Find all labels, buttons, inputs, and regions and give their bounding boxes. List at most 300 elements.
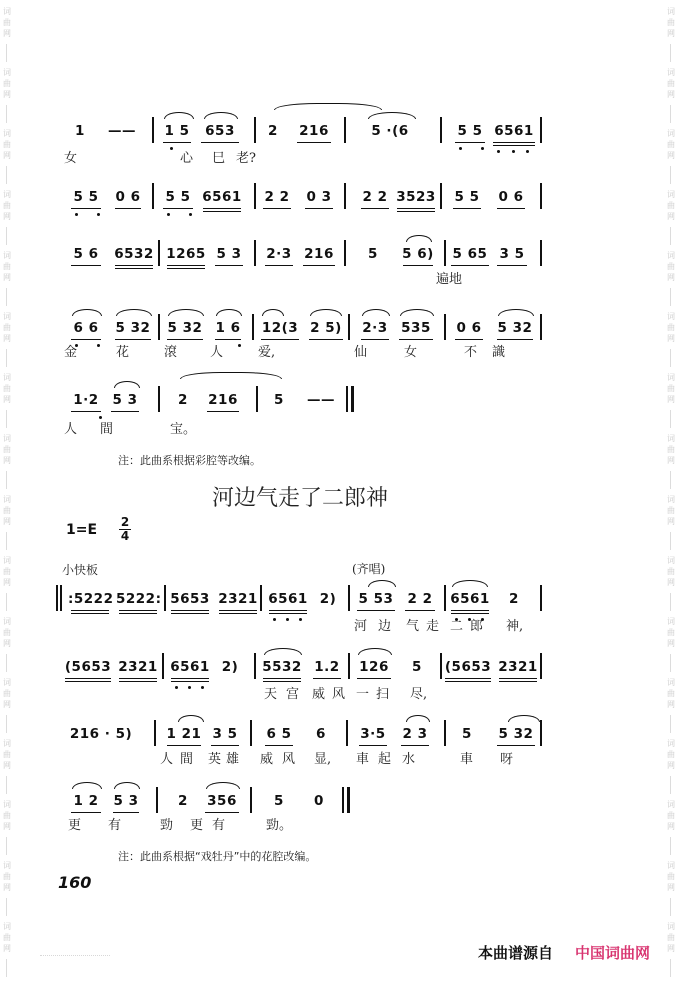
notation-group bbox=[218, 653, 242, 677]
notation-group bbox=[354, 653, 394, 677]
watermark-char: 曲 bbox=[3, 445, 11, 454]
lyric-word: 爱, bbox=[258, 345, 276, 360]
beam-underline bbox=[171, 681, 209, 682]
bar-line bbox=[440, 653, 442, 679]
beam-underline bbox=[115, 265, 153, 266]
beam-underline bbox=[115, 208, 141, 209]
time-numerator: 2 bbox=[120, 515, 130, 529]
watermark-group bbox=[664, 494, 678, 527]
jianpu-notes: 1 2 bbox=[73, 793, 99, 809]
beam-underline bbox=[265, 745, 293, 746]
watermark-char: 词 bbox=[3, 434, 11, 443]
beam-underline bbox=[445, 678, 491, 679]
beam-underline bbox=[119, 681, 157, 682]
watermark-divider bbox=[670, 593, 671, 611]
bar-line bbox=[348, 653, 350, 679]
jianpu-notes: 5 5 bbox=[457, 123, 483, 139]
watermark-char: 网 bbox=[3, 761, 11, 770]
beam-underline bbox=[397, 211, 435, 212]
watermark-char: 网 bbox=[667, 273, 675, 282]
jianpu-notes: 2321 bbox=[118, 659, 158, 675]
watermark-char: 词 bbox=[667, 617, 675, 626]
lyric-word: 勁。 bbox=[266, 818, 293, 833]
notation-group bbox=[258, 314, 302, 338]
watermark-divider bbox=[670, 776, 671, 794]
jianpu-notes: 2 bbox=[509, 591, 519, 607]
notation-group bbox=[298, 386, 344, 410]
watermark-divider bbox=[6, 715, 7, 733]
watermark-char: 曲 bbox=[3, 323, 11, 332]
notation-group bbox=[494, 720, 538, 744]
jianpu-notes: 0 3 bbox=[306, 189, 332, 205]
watermark-char: 网 bbox=[667, 517, 675, 526]
watermark-char: 网 bbox=[667, 822, 675, 831]
time-signature bbox=[118, 516, 132, 543]
jianpu-notes: 216 bbox=[299, 123, 329, 139]
notation-group bbox=[356, 720, 390, 744]
watermark-char: 曲 bbox=[3, 628, 11, 637]
notation-group bbox=[68, 314, 104, 338]
watermark-divider bbox=[670, 654, 671, 672]
bar-line bbox=[158, 314, 160, 340]
jianpu-notes: 2321 bbox=[498, 659, 538, 675]
bar-line bbox=[344, 117, 346, 143]
watermark-char: 网 bbox=[667, 700, 675, 709]
notation-group bbox=[316, 585, 340, 609]
lyric-word: 有 bbox=[108, 818, 122, 833]
lyric-word: 边 bbox=[378, 619, 392, 634]
watermark-divider bbox=[6, 776, 7, 794]
notation-group bbox=[62, 653, 114, 677]
bar-line bbox=[60, 585, 62, 611]
watermark-char: 词 bbox=[667, 251, 675, 260]
lyric-word: 金 bbox=[64, 345, 78, 360]
notation-group bbox=[68, 585, 112, 609]
notation-group bbox=[200, 183, 244, 207]
watermark-divider bbox=[6, 898, 7, 916]
jianpu-notes: 5 53 bbox=[358, 591, 394, 607]
beam-underline bbox=[71, 265, 101, 266]
lyric-word: 英 bbox=[208, 752, 222, 767]
watermark-group bbox=[664, 677, 678, 710]
jianpu-notes: 1265 bbox=[166, 246, 206, 262]
beam-underline bbox=[115, 339, 151, 340]
score-row bbox=[60, 386, 550, 410]
jianpu-notes: (5653 bbox=[444, 659, 492, 675]
watermark-char: 词 bbox=[3, 800, 11, 809]
watermark-group bbox=[0, 494, 14, 527]
jianpu-notes: 5 6 bbox=[73, 246, 99, 262]
watermark-char: 曲 bbox=[667, 750, 675, 759]
octave-dot bbox=[167, 213, 170, 216]
lyric-word: 老? bbox=[236, 151, 256, 166]
watermark-divider bbox=[670, 349, 671, 367]
watermark-divider bbox=[6, 44, 7, 62]
time-denominator: 4 bbox=[120, 529, 130, 543]
jianpu-notes: 3 5 bbox=[499, 246, 525, 262]
beam-underline bbox=[171, 613, 209, 614]
watermark-char: 网 bbox=[3, 29, 11, 38]
watermark-char: 曲 bbox=[667, 384, 675, 393]
beam-underline bbox=[219, 610, 257, 611]
watermark-char: 网 bbox=[667, 151, 675, 160]
beam-underline bbox=[71, 411, 101, 412]
beam-underline bbox=[65, 678, 111, 679]
notation-group bbox=[98, 117, 146, 141]
beam-underline bbox=[357, 678, 391, 679]
jianpu-notes: 5 5 bbox=[165, 189, 191, 205]
jianpu-notes: 1.2 bbox=[314, 659, 340, 675]
lyric-word: 风 bbox=[282, 752, 296, 767]
jianpu-notes: 3 5 bbox=[212, 726, 238, 742]
lyric-word: 神, bbox=[506, 619, 524, 634]
notation-group bbox=[448, 585, 492, 609]
notation-group bbox=[68, 183, 104, 207]
jianpu-notes: 0 bbox=[314, 793, 324, 809]
watermark-divider bbox=[670, 166, 671, 184]
beam-underline bbox=[309, 339, 343, 340]
slur-mark bbox=[72, 309, 102, 316]
slur-mark bbox=[362, 309, 390, 316]
slur-mark bbox=[204, 112, 238, 119]
notation-group bbox=[460, 720, 474, 744]
jianpu-notes: 3523 bbox=[396, 189, 436, 205]
watermark-char: 网 bbox=[3, 395, 11, 404]
bar-line bbox=[342, 787, 344, 813]
notation-group bbox=[442, 653, 494, 677]
notation-group bbox=[176, 787, 190, 811]
watermark-char: 词 bbox=[3, 7, 11, 16]
notation-group bbox=[314, 720, 328, 744]
beam-underline bbox=[203, 208, 241, 209]
slur-mark bbox=[498, 309, 534, 316]
beam-underline bbox=[71, 812, 101, 813]
watermark-char: 曲 bbox=[3, 750, 11, 759]
watermark-char: 网 bbox=[3, 700, 11, 709]
watermark-char: 曲 bbox=[3, 811, 11, 820]
lyric-word: 女 bbox=[64, 151, 78, 166]
lyric-row bbox=[60, 817, 550, 835]
watermark-char: 词 bbox=[3, 68, 11, 77]
jianpu-notes: 5222: bbox=[116, 591, 162, 607]
notation-group bbox=[260, 183, 294, 207]
watermark-char: 词 bbox=[3, 739, 11, 748]
lyric-word: 人 bbox=[64, 422, 78, 437]
watermark-char: 词 bbox=[3, 251, 11, 260]
beam-underline bbox=[263, 681, 301, 682]
lyric-word: 花 bbox=[116, 345, 130, 360]
key-signature: 1=E bbox=[66, 522, 98, 538]
lyric-word: 有 bbox=[212, 818, 226, 833]
watermark-char: 词 bbox=[667, 434, 675, 443]
watermark-char: 词 bbox=[3, 617, 11, 626]
slur-mark bbox=[114, 381, 140, 388]
watermark-group bbox=[664, 738, 678, 771]
watermark-group bbox=[664, 555, 678, 588]
bar-line bbox=[540, 183, 542, 209]
beam-underline bbox=[119, 610, 157, 611]
watermark-char: 网 bbox=[667, 334, 675, 343]
notation-group bbox=[202, 787, 242, 811]
jianpu-notes: 2 bbox=[178, 392, 188, 408]
watermark-group bbox=[664, 372, 678, 405]
watermark-group bbox=[664, 860, 678, 893]
score-row bbox=[60, 314, 550, 338]
song-title: 河边气走了二郎神 bbox=[211, 486, 388, 511]
notation-group bbox=[506, 585, 522, 609]
lyric-word: 滾 bbox=[164, 345, 178, 360]
beam-underline bbox=[497, 745, 535, 746]
notation-group bbox=[212, 240, 246, 264]
watermark-divider bbox=[6, 227, 7, 245]
lyric-word: 間 bbox=[100, 422, 114, 437]
beam-underline bbox=[219, 613, 257, 614]
slur-mark bbox=[368, 580, 396, 587]
notation-group bbox=[262, 720, 296, 744]
watermark-char: 词 bbox=[667, 556, 675, 565]
beam-underline bbox=[499, 678, 537, 679]
watermark-divider bbox=[670, 898, 671, 916]
score-row bbox=[60, 720, 550, 744]
score-row bbox=[60, 585, 550, 609]
beam-underline bbox=[305, 208, 333, 209]
watermark-group bbox=[664, 128, 678, 161]
jianpu-notes: :5222 bbox=[68, 591, 114, 607]
slur-mark bbox=[116, 309, 152, 316]
notation-group bbox=[494, 314, 536, 338]
jianpu-notes: 6561 bbox=[268, 591, 308, 607]
beam-underline bbox=[303, 265, 335, 266]
watermark-group bbox=[0, 67, 14, 100]
watermark-char: 网 bbox=[667, 395, 675, 404]
notation-group bbox=[494, 240, 530, 264]
watermark-char: 网 bbox=[3, 517, 11, 526]
jianpu-notes: 5 5 bbox=[454, 189, 480, 205]
score-row bbox=[60, 653, 550, 677]
lyric-word: 更 bbox=[190, 818, 204, 833]
beam-underline bbox=[201, 142, 239, 143]
notation-group bbox=[300, 240, 338, 264]
watermark-char: 网 bbox=[3, 639, 11, 648]
lyric-word: 遍地 bbox=[436, 272, 463, 287]
bar-line bbox=[254, 183, 256, 209]
watermark-char: 网 bbox=[667, 578, 675, 587]
watermark-divider bbox=[6, 288, 7, 306]
watermark-divider bbox=[670, 959, 671, 977]
watermark-char: 词 bbox=[3, 495, 11, 504]
bar-line bbox=[440, 183, 442, 209]
lyric-word: 宝。 bbox=[170, 422, 197, 437]
beam-underline bbox=[167, 268, 205, 269]
notation-group bbox=[164, 720, 204, 744]
bar-line bbox=[344, 183, 346, 209]
slur-mark bbox=[400, 309, 434, 316]
watermark-group bbox=[0, 677, 14, 710]
lyric-row bbox=[60, 618, 550, 636]
beam-underline bbox=[119, 613, 157, 614]
jianpu-notes: 6561 bbox=[494, 123, 534, 139]
jianpu-notes: 2 bbox=[178, 793, 188, 809]
watermark-char: 曲 bbox=[667, 567, 675, 576]
bar-line bbox=[440, 117, 442, 143]
watermark-char: 词 bbox=[3, 922, 11, 931]
slur-mark bbox=[262, 309, 284, 316]
beam-underline bbox=[361, 208, 389, 209]
watermark-char: 曲 bbox=[3, 872, 11, 881]
watermark-char: 词 bbox=[3, 678, 11, 687]
bar-line bbox=[156, 787, 158, 813]
watermark-group bbox=[0, 860, 14, 893]
jianpu-notes: 5 bbox=[274, 392, 284, 408]
jianpu-notes: 6532 bbox=[114, 246, 154, 262]
watermark-char: 词 bbox=[667, 373, 675, 382]
jianpu-notes: 5 bbox=[368, 246, 378, 262]
jianpu-notes: 2 bbox=[268, 123, 278, 139]
jianpu-notes: 1 bbox=[75, 123, 85, 139]
watermark-divider bbox=[6, 959, 7, 977]
jianpu-notes: 6561 bbox=[450, 591, 490, 607]
watermark-char: 曲 bbox=[3, 79, 11, 88]
beam-underline bbox=[455, 142, 485, 143]
notation-group bbox=[452, 314, 486, 338]
watermark-char: 词 bbox=[667, 190, 675, 199]
watermark-divider bbox=[670, 410, 671, 428]
beam-underline bbox=[497, 265, 527, 266]
notation-group bbox=[112, 183, 144, 207]
watermark-char: 词 bbox=[3, 190, 11, 199]
bar-line bbox=[250, 787, 252, 813]
jianpu-notes: 2) bbox=[319, 591, 337, 607]
bar-line bbox=[162, 653, 164, 679]
beam-underline bbox=[455, 339, 483, 340]
notation-group bbox=[116, 585, 160, 609]
watermark-char: 网 bbox=[3, 456, 11, 465]
watermark-char: 曲 bbox=[667, 323, 675, 332]
lyric-word: 間 bbox=[180, 752, 194, 767]
slur-mark bbox=[452, 580, 488, 587]
watermark-group bbox=[0, 921, 14, 954]
watermark-divider bbox=[670, 837, 671, 855]
watermark-char: 网 bbox=[3, 822, 11, 831]
slur-mark bbox=[310, 309, 342, 316]
lyric-word: 扫 bbox=[376, 687, 390, 702]
beam-underline bbox=[167, 339, 203, 340]
watermark-char: 词 bbox=[3, 861, 11, 870]
jianpu-notes: 5 65 bbox=[452, 246, 488, 262]
lyric-word: 心 bbox=[180, 151, 194, 166]
jianpu-notes: 12(3 bbox=[261, 320, 299, 336]
watermark-char: 网 bbox=[667, 90, 675, 99]
watermark-char: 词 bbox=[667, 68, 675, 77]
beam-underline bbox=[451, 613, 489, 614]
watermark-char: 曲 bbox=[3, 140, 11, 149]
watermark-group bbox=[664, 6, 678, 39]
jianpu-notes: 6561 bbox=[170, 659, 210, 675]
score-row bbox=[60, 183, 550, 207]
lyric-word: 天 bbox=[264, 687, 278, 702]
notation-group bbox=[164, 240, 208, 264]
watermark-group bbox=[0, 189, 14, 222]
beam-underline bbox=[263, 208, 291, 209]
jianpu-notes: 2) bbox=[221, 659, 239, 675]
watermark-char: 曲 bbox=[667, 506, 675, 515]
jianpu-notes: —— bbox=[307, 392, 335, 408]
notation-group bbox=[450, 183, 484, 207]
notation-group bbox=[394, 183, 438, 207]
watermark-char: 网 bbox=[667, 456, 675, 465]
notation-group bbox=[272, 386, 286, 410]
notation-group bbox=[68, 787, 104, 811]
watermark-char: 曲 bbox=[3, 201, 11, 210]
notation-group bbox=[312, 787, 326, 811]
watermark-char: 曲 bbox=[667, 933, 675, 942]
watermark-char: 词 bbox=[667, 739, 675, 748]
watermark-divider bbox=[6, 410, 7, 428]
beam-underline bbox=[493, 142, 535, 143]
octave-dot bbox=[75, 213, 78, 216]
notation-group bbox=[366, 240, 380, 264]
watermark-group bbox=[664, 799, 678, 832]
watermark-char: 网 bbox=[3, 151, 11, 160]
lyric-word: 人 bbox=[160, 752, 174, 767]
beam-underline bbox=[115, 268, 153, 269]
beam-underline bbox=[403, 265, 433, 266]
watermark-divider bbox=[6, 532, 7, 550]
jianpu-notes: 2 5) bbox=[310, 320, 342, 336]
beam-underline bbox=[265, 265, 293, 266]
jianpu-notes: 5 32 bbox=[167, 320, 203, 336]
lyric-row bbox=[60, 421, 550, 439]
bar-line bbox=[254, 653, 256, 679]
slur-mark bbox=[168, 309, 204, 316]
beam-underline bbox=[297, 142, 331, 143]
bar-line bbox=[154, 720, 156, 746]
beam-underline bbox=[263, 678, 301, 679]
jianpu-notes: 5 32 bbox=[498, 726, 534, 742]
watermark-char: 网 bbox=[3, 273, 11, 282]
slur-mark bbox=[206, 782, 240, 789]
beam-underline bbox=[269, 610, 307, 611]
watermark-char: 词 bbox=[667, 129, 675, 138]
jianpu-notes: 1·2 bbox=[73, 392, 99, 408]
watermark-char: 网 bbox=[3, 212, 11, 221]
bar-line bbox=[444, 585, 446, 611]
lyric-word: 車 bbox=[356, 752, 370, 767]
watermark-char: 网 bbox=[3, 883, 11, 892]
beam-underline bbox=[163, 208, 193, 209]
watermark-divider bbox=[6, 349, 7, 367]
beam-underline bbox=[445, 681, 491, 682]
jianpu-notes: 1 6 bbox=[215, 320, 241, 336]
lyric-word: 女 bbox=[404, 345, 418, 360]
watermark-group bbox=[664, 921, 678, 954]
watermark-char: 网 bbox=[667, 212, 675, 221]
slur-mark bbox=[508, 715, 540, 722]
beam-underline bbox=[269, 613, 307, 614]
watermark-group bbox=[664, 433, 678, 466]
jianpu-notes: 535 bbox=[401, 320, 431, 336]
notation-group bbox=[160, 183, 196, 207]
watermark-char: 曲 bbox=[667, 262, 675, 271]
jianpu-notes: 2 2 bbox=[362, 189, 388, 205]
jianpu-notes: 5 5 bbox=[73, 189, 99, 205]
jianpu-notes: 5 ·(6 bbox=[371, 123, 409, 139]
notation-group bbox=[402, 585, 438, 609]
beam-underline bbox=[163, 142, 191, 143]
bar-line bbox=[540, 314, 542, 340]
lyric-word: 一 bbox=[356, 687, 370, 702]
lyric-word: 威 bbox=[260, 752, 274, 767]
